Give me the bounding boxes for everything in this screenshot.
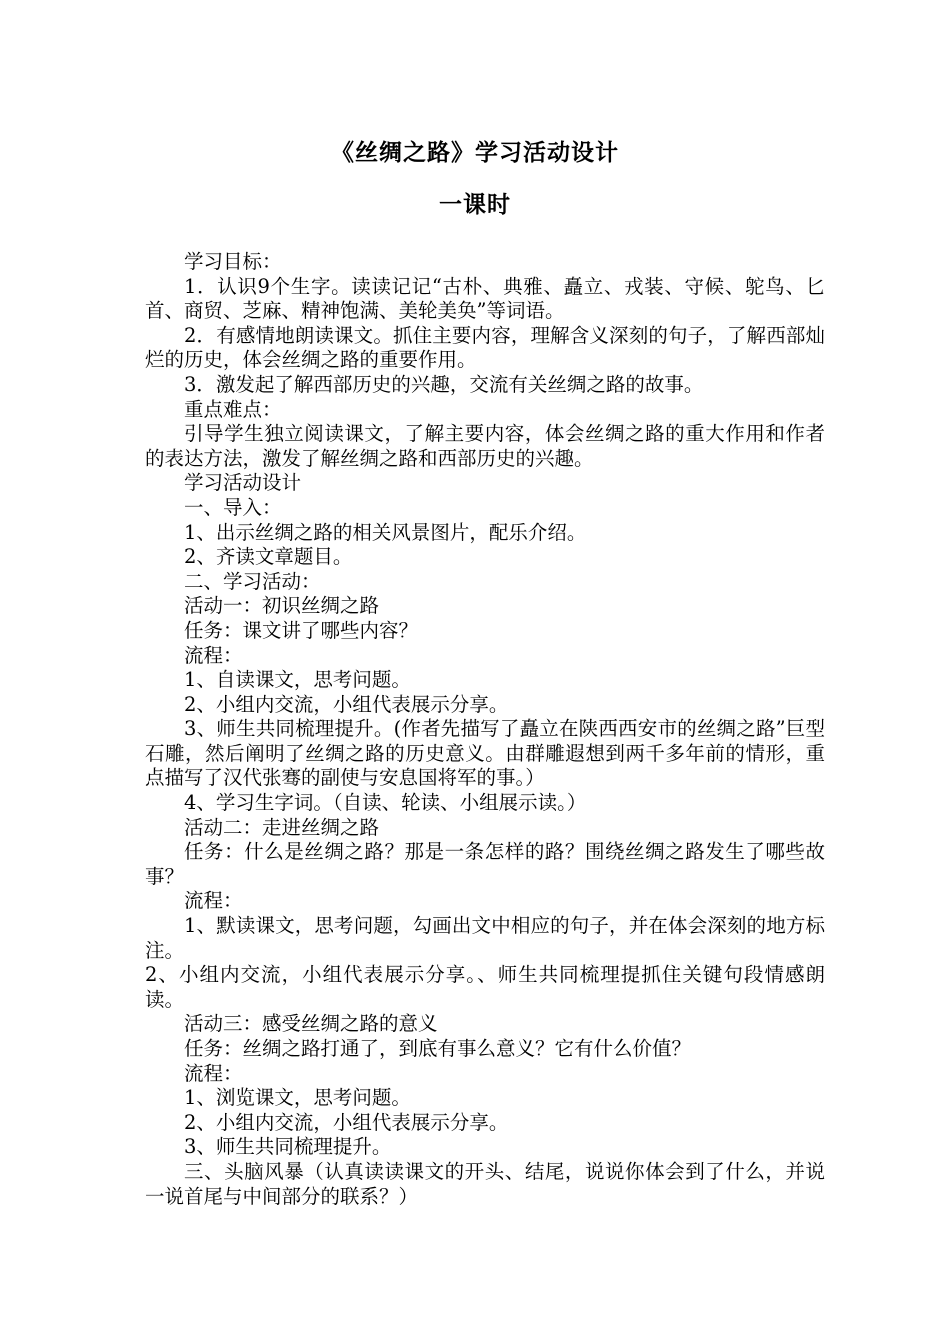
document-paragraph: 4、学习生字词。（自读、轮读、小组展示读。） [184,791,587,815]
document-title: 《丝绸之路》学习活动设计 [331,140,619,166]
document-paragraph: 流程： [184,1061,243,1085]
document-paragraph: 学习活动设计 [184,471,302,495]
document-paragraph: 2、小组内交流，小组代表展示分享。、师生共同梳理提抓住关键句段情感朗读。 [145,963,825,1011]
document-paragraph: 任务：什么是丝绸之路？那是一条怎样的路？围绕丝绸之路发生了哪些故事？ [145,840,825,888]
document-paragraph: 流程： [184,889,243,913]
document-paragraph: 2、小组内交流，小组代表展示分享。 [184,692,509,716]
document-paragraph: 重点难点： [184,397,282,421]
document-paragraph: 1、出示丝绸之路的相关风景图片，配乐介绍。 [184,520,587,544]
document-paragraph: 一、导入： [184,495,282,519]
document-paragraph: 3、师生共同梳理提升。 [184,1135,392,1159]
document-paragraph: 学习目标： [184,250,282,273]
document-paragraph: 二、学习活动： [184,569,321,593]
document-paragraph: 活动二：走进丝绸之路 [184,815,380,839]
document-paragraph: 1、浏览课文，思考问题。 [184,1086,411,1110]
document-paragraph: 2、齐读文章题目。 [184,545,353,569]
document-paragraph: 3、师生共同梳理提升。(作者先描写了矗立在陕西西安市的丝绸之路”巨型石雕，然后阐明了丝绸之路的历史意义。由群雕遐想到两千多年前的情形，重点描写了汉代张骞的副使与安息国将军的事。） [145,717,825,790]
document-paragraph: 活动三：感受丝绸之路的意义 [184,1012,438,1036]
document-paragraph: 2．有感情地朗读课文。抓住主要内容，理解含义深刻的句子，了解西部灿烂的历史，体会丝绸之路的重要作用。 [145,323,825,372]
document-paragraph: 三、头脑风暴（认真读读课文的开头、结尾，说说你体会到了什么，并说一说首尾与中间部分的联系？） [145,1159,825,1208]
document-subtitle: 一课时 [439,192,511,218]
document-paragraph: 任务：丝绸之路打通了，到底有事么意义？它有什么价值？ [184,1037,692,1060]
document-paragraph: 流程： [184,643,243,667]
document-paragraph: 1、自读课文，思考问题。 [184,668,411,692]
document-paragraph: 活动一：初识丝绸之路 [184,594,380,618]
document-paragraph: 引导学生独立阅读课文，了解主要内容，体会丝绸之路的重大作用和作者的表达方法，激发了解丝绸之路和西部历史的兴趣。 [145,422,825,470]
document-paragraph: 1、默读课文，思考问题，勾画出文中相应的句子，并在体会深刻的地方标注。 [145,914,825,962]
document-paragraph: 3．激发起了解西部历史的兴趣，交流有关丝绸之路的故事。 [184,372,704,396]
document-paragraph: 2、小组内交流，小组代表展示分享。 [184,1110,509,1134]
document-paragraph: 1．认识9个生字。读读记记“古朴、典雅、矗立、戎装、守候、鸵鸟、匕首、商贸、芝麻、精神饱满、美轮美奂”等词语。 [145,274,825,323]
document-body [145,250,825,1209]
document-paragraph: 任务：课文讲了哪些内容？ [184,618,419,642]
